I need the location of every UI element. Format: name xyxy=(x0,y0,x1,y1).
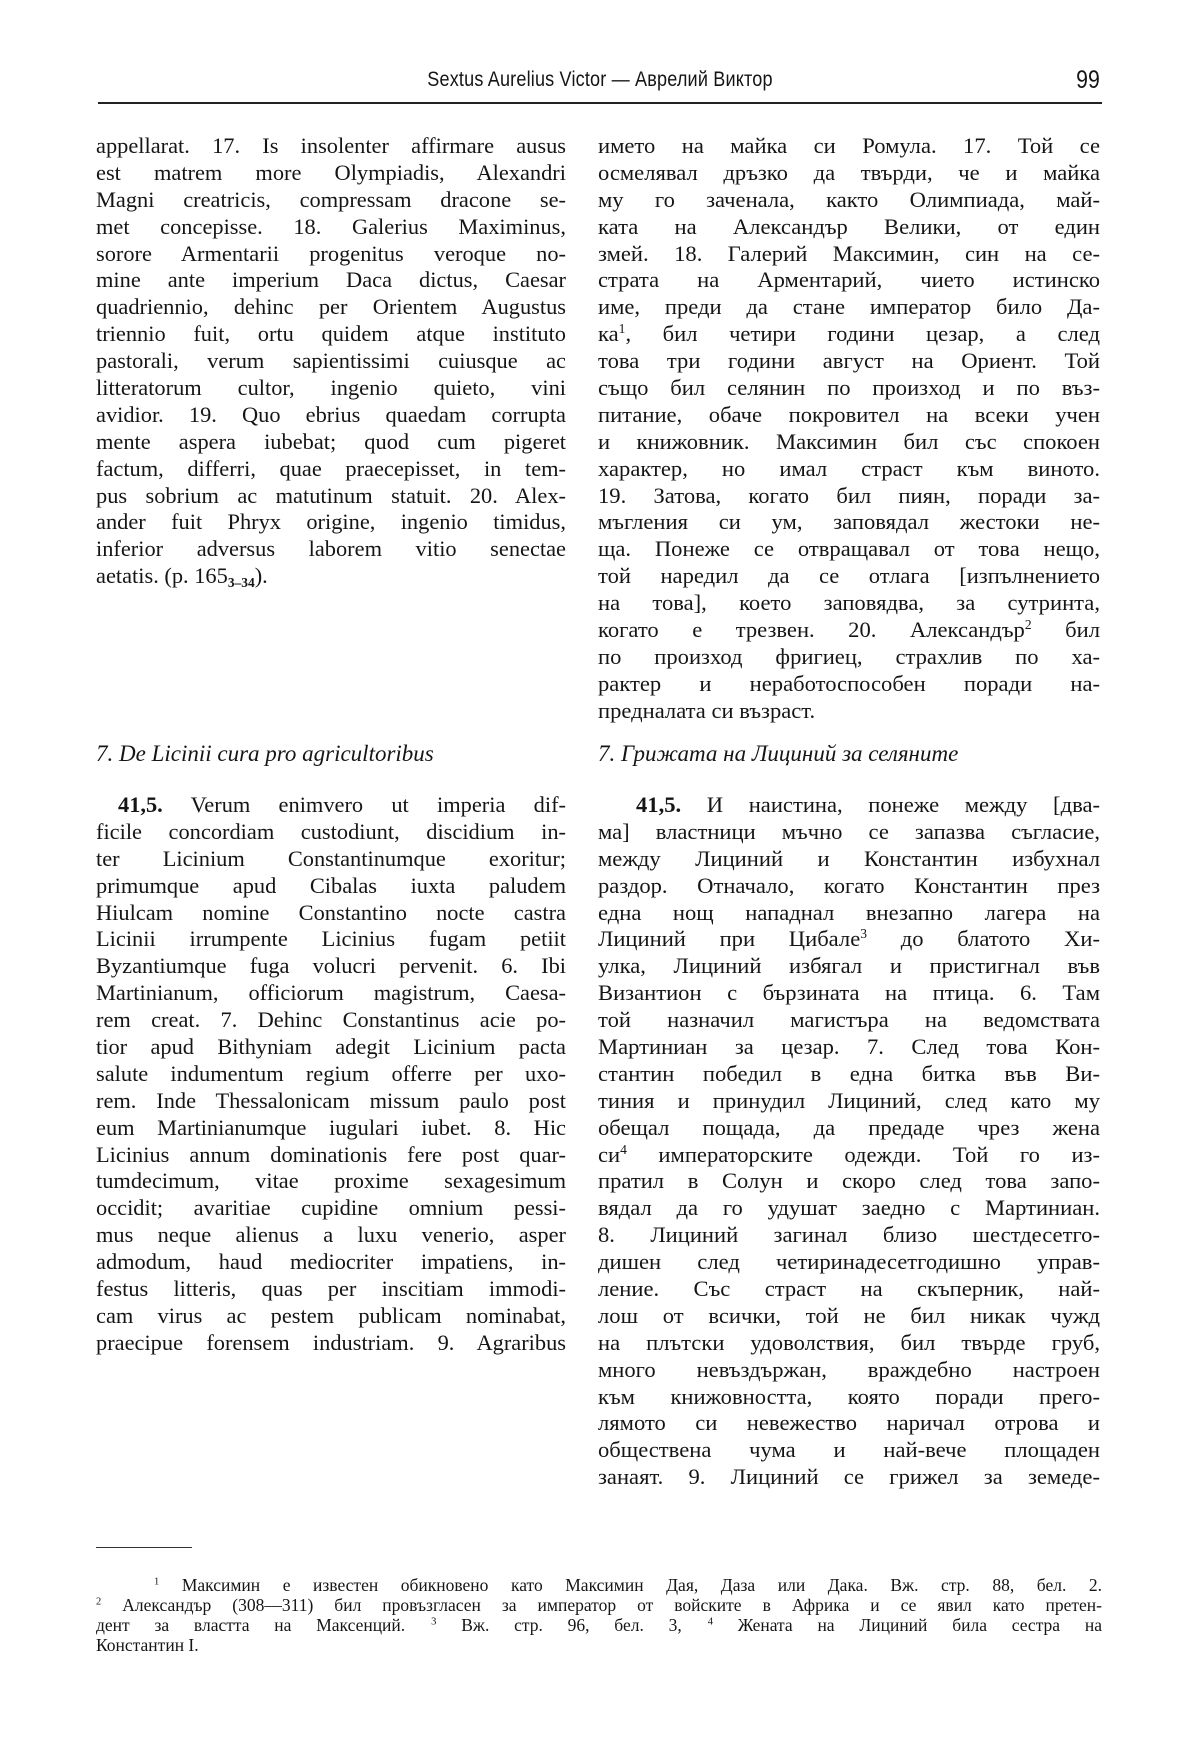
text-line: рактер и неработоспособен поради на- xyxy=(598,670,1100,696)
text-line: ща. Понеже се отвращавал от това нещо, xyxy=(598,536,1100,562)
text-line: $си^4$ императорските одежди. Той го из- xyxy=(598,1141,1100,1167)
citation-suffix: ). xyxy=(254,563,268,589)
paragraph-number: 41,5. xyxy=(118,792,163,817)
text-line: занаят. 9. Лициний се грижел за земеде- xyxy=(598,1464,1100,1490)
text-line: обществена чума и най-вече площаден xyxy=(598,1437,1100,1463)
text-line: mus neque alienus a luxu venerio, asper xyxy=(96,1222,566,1248)
text-line: Мартиниан за цезар. 7. След това Кон- xyxy=(598,1034,1100,1060)
text-line: factum, differri, quae praecepisset, in tem- xyxy=(96,455,566,481)
bulgarian-section-7 xyxy=(598,741,1100,768)
text-line: occidit; avaritiae cupidine omnium pessi- xyxy=(96,1195,566,1221)
text-line: triennio fuit, ortu quidem atque instituto xyxy=(96,321,566,347)
text-line: praecipue forensem industriam. 9. Agraribus xyxy=(96,1329,566,1355)
text-line: Martinianum, officiorum magistrum, Caesa- xyxy=(96,980,566,1006)
text-line: 41,5. Verum enimvero ut imperia dif- xyxy=(118,792,566,817)
latin-passage-top xyxy=(96,133,566,590)
text-line: Лициний при Цибале$^3$ до блатото Хи- xyxy=(598,926,1100,952)
text-line: met concepisse. 18. Galerius Maximinus, xyxy=(96,213,566,239)
text-line: Византион с бързината на птица. 6. Там xyxy=(598,980,1100,1006)
footnote-4-cont: Константин I. xyxy=(96,1635,199,1655)
text-line: на това], което заповядва, за сутринта, xyxy=(598,590,1100,616)
text-line: $ка^1$, бил четири години цезар, а след xyxy=(598,321,1100,347)
text-line: предналата си възраст. xyxy=(598,697,816,723)
text-line: Licinius annum dominationis fere post quar- xyxy=(96,1141,566,1167)
bulgarian-paragraph-41-5 xyxy=(598,792,1100,1491)
text-line: също бил селянин по произход и по въз- xyxy=(598,375,1100,401)
page-number: 99 xyxy=(1076,66,1100,94)
text-line: Byzantiumque fuga volucri pervenit. 6. Ibi xyxy=(96,953,566,979)
text-line: quadriennio, dehinc per Orientem Augustus xyxy=(96,294,566,320)
text-line: една нощ нападнал внезапно лагера на xyxy=(598,899,1100,925)
footnote-mark: 1 xyxy=(154,1576,160,1588)
footnote-ref-4[interactable]: 4 xyxy=(620,1141,627,1157)
text-line: rem. Inde Thessalonicam missum paulo post xyxy=(96,1087,566,1113)
text-line: между Лициний и Константин избухнал xyxy=(598,845,1100,871)
footnote-3: Вж. стр. 96, бел. 3, xyxy=(461,1615,682,1635)
text-line: Magni creatricis, compressam dracone se- xyxy=(96,186,566,212)
text-line: това три години август на Ориент. Той xyxy=(598,348,1100,374)
footnote-2: $^2$ Александър (308—311) бил провъзгласен за император от войските в Африка и се явил като претен- xyxy=(96,1595,1103,1615)
footnote-1: $^1$ Максимин е известен обикновено като Максимин Дая, Даза или Дака. Вж. стр. 88, бел. 2. xyxy=(154,1575,1103,1595)
text-line: pus sobrium ac matutinum statuit. 20. Alex- xyxy=(96,482,566,508)
text-line: лош от всички, той не бил никак чужд xyxy=(598,1302,1100,1328)
footnote-divider xyxy=(96,1547,192,1548)
footnote-4: Жената на Лициний била сестра на xyxy=(737,1615,1102,1635)
text-line: salute indumentum regium offerre per uxo- xyxy=(96,1060,566,1086)
text-line: мъгления си ум, заповядал жестоки не- xyxy=(598,509,1100,535)
text-line: litteratorum cultor, ingenio quieto, vini xyxy=(96,375,566,401)
latin-section-7 xyxy=(96,741,566,768)
text-line: mine ante imperium Daca dictus, Caesar xyxy=(96,267,566,293)
footnote-ref-1[interactable]: 1 xyxy=(618,321,626,337)
text-line: дишен след четиринадесетгодишно управ- xyxy=(598,1249,1100,1275)
section-title-latin: 7. De Licinii cura pro agricultoribus xyxy=(96,741,434,766)
text-line: 19. Затова, когато бил пиян, поради за- xyxy=(598,482,1100,508)
text-line: име, преди да стане император било Да- xyxy=(598,294,1100,320)
paragraph-number: 41,5. xyxy=(636,792,682,817)
text-line: му го заченала, както Олимпиада, май- xyxy=(598,186,1100,212)
text-line: tior apud Bithyniam adegit Licinium pacta xyxy=(96,1034,566,1060)
bulgarian-passage-top xyxy=(598,133,1100,725)
text-line: mente aspera iubebat; quod cum pigeret xyxy=(96,428,566,454)
text-line: Licinii irrumpente Licinius fugam petiit xyxy=(96,926,566,952)
text-line: ма] властници мъчно се запазва съгласие, xyxy=(598,818,1100,844)
text-line: питание, обаче покровител на всеки учен xyxy=(598,401,1100,427)
text-line: ление. Със страст на скъперник, най- xyxy=(598,1276,1100,1302)
text-line: към книжовността, която поради прего- xyxy=(598,1383,1100,1409)
footnote-mark: 4 xyxy=(707,1616,714,1628)
footnote-ref-2[interactable]: 2 xyxy=(1024,616,1032,632)
text-line: sorore Armentarii progenitus veroque no- xyxy=(96,240,566,266)
text-line: много невъздържан, враждебно настроен xyxy=(598,1356,1100,1382)
text-line: tumdecimum, vitae proxime sexagesimum xyxy=(96,1168,566,1194)
text-line: характер, но имал страст към виното. xyxy=(598,455,1100,481)
text-line: раздор. Отначало, когато Константин през xyxy=(598,872,1100,898)
text-line: festus litteris, quas per inscitiam immodi- xyxy=(96,1276,566,1302)
running-title: Sextus Aurelius Victor — Аврелий Виктор xyxy=(427,68,773,91)
text-line: тиния и принудил Лициний, след като му xyxy=(598,1087,1100,1113)
text-line: ter Licinium Constantinumque exoritur; xyxy=(96,845,566,871)
text-line: est matrem more Olympiadis, Alexandri xyxy=(96,159,566,185)
text-line: pastorali, verum sapientissimi cuiusque ac xyxy=(96,348,566,374)
citation-line xyxy=(96,563,566,590)
text-line: 8. Лициний загинал близо шестдесетго- xyxy=(598,1222,1100,1248)
text-line: cam virus ac pestem publicam nominabat, xyxy=(96,1302,566,1328)
text-line: 41,5. И наистина, понеже между [два- xyxy=(636,792,1100,817)
page-header xyxy=(98,62,1102,104)
text-line: той наредил да се отлага [изпълнението xyxy=(598,563,1100,589)
text-line: на плътски удоволствия, бил твърде груб, xyxy=(598,1329,1100,1355)
text-line: стантин победил в една битка във Ви- xyxy=(598,1060,1100,1086)
footnote-ref-3[interactable]: 3 xyxy=(860,926,867,942)
text-line: admodum, haud mediocriter impatiens, in- xyxy=(96,1249,566,1275)
text-line: avidior. 19. Quo ebrius quaedam corrupta xyxy=(96,401,566,427)
footnotes xyxy=(96,1575,1102,1655)
section-title-bulgarian: 7. Грижата на Лициний за селяните xyxy=(598,741,959,766)
footnote-mark: 2 xyxy=(96,1596,102,1608)
text-line: Hiulcam nomine Constantino nocte castra xyxy=(96,899,566,925)
text-line: primumque apud Cibalas iuxta paludem xyxy=(96,872,566,898)
text-line: ката на Александър Велики, от един xyxy=(598,213,1100,239)
citation-text: aetatis. (p. 165 xyxy=(96,563,228,589)
text-line: и книжовник. Максимин бил със спокоен xyxy=(598,428,1100,454)
text-line: rem creat. 7. Dehinc Constantinus acie po- xyxy=(96,1007,566,1033)
footnote-mark: 3 xyxy=(431,1616,437,1628)
footnote-2-3-4: дент за властта на Максенций. $^3$ Вж. стр. 96, бел. 3, $^4$ Жената на Лициний била сестра на xyxy=(96,1615,1102,1635)
text-line: улка, Лициний избягал и пристигнал във xyxy=(598,953,1100,979)
text-line: той назначил магистъра на ведомствата xyxy=(598,1007,1100,1033)
text-line: обещал пощада, да предаде чрез жена xyxy=(598,1114,1100,1140)
text-line: змей. 18. Галерий Максимин, син на се- xyxy=(598,240,1100,266)
text-line: името на майка си Ромула. 17. Той се xyxy=(598,133,1100,158)
citation-subscript: 3–34 xyxy=(227,575,255,591)
text-line: вядал да го удушат заедно с Мартиниан. xyxy=(598,1195,1100,1221)
text-line: ander fuit Phryx origine, ingenio timidus, xyxy=(96,509,566,535)
text-line: страта на Арментарий, чието истинско xyxy=(598,267,1100,293)
text-line: inferior adversus laborem vitio senectae xyxy=(96,536,566,562)
text-line: когато е трезвен. 20. Александър$^2$ бил xyxy=(598,616,1100,643)
text-line: пратил в Солун и скоро след това запо- xyxy=(598,1168,1100,1194)
text-line: ficile concordiam custodiunt, discidium in- xyxy=(96,818,566,844)
latin-paragraph-41-5 xyxy=(96,792,566,1357)
text-line: осмелявал дръзко да твърди, че и майка xyxy=(598,159,1100,185)
text-line: лямото си невежество наричал отрова и xyxy=(598,1410,1100,1436)
text-line: appellarat. 17. Is insolenter affirmare ausus xyxy=(96,133,566,158)
text-line: по произход фригиец, страхлив по ха- xyxy=(598,643,1100,669)
text-line: eum Martinianumque iugulari iubet. 8. Hic xyxy=(96,1114,566,1140)
